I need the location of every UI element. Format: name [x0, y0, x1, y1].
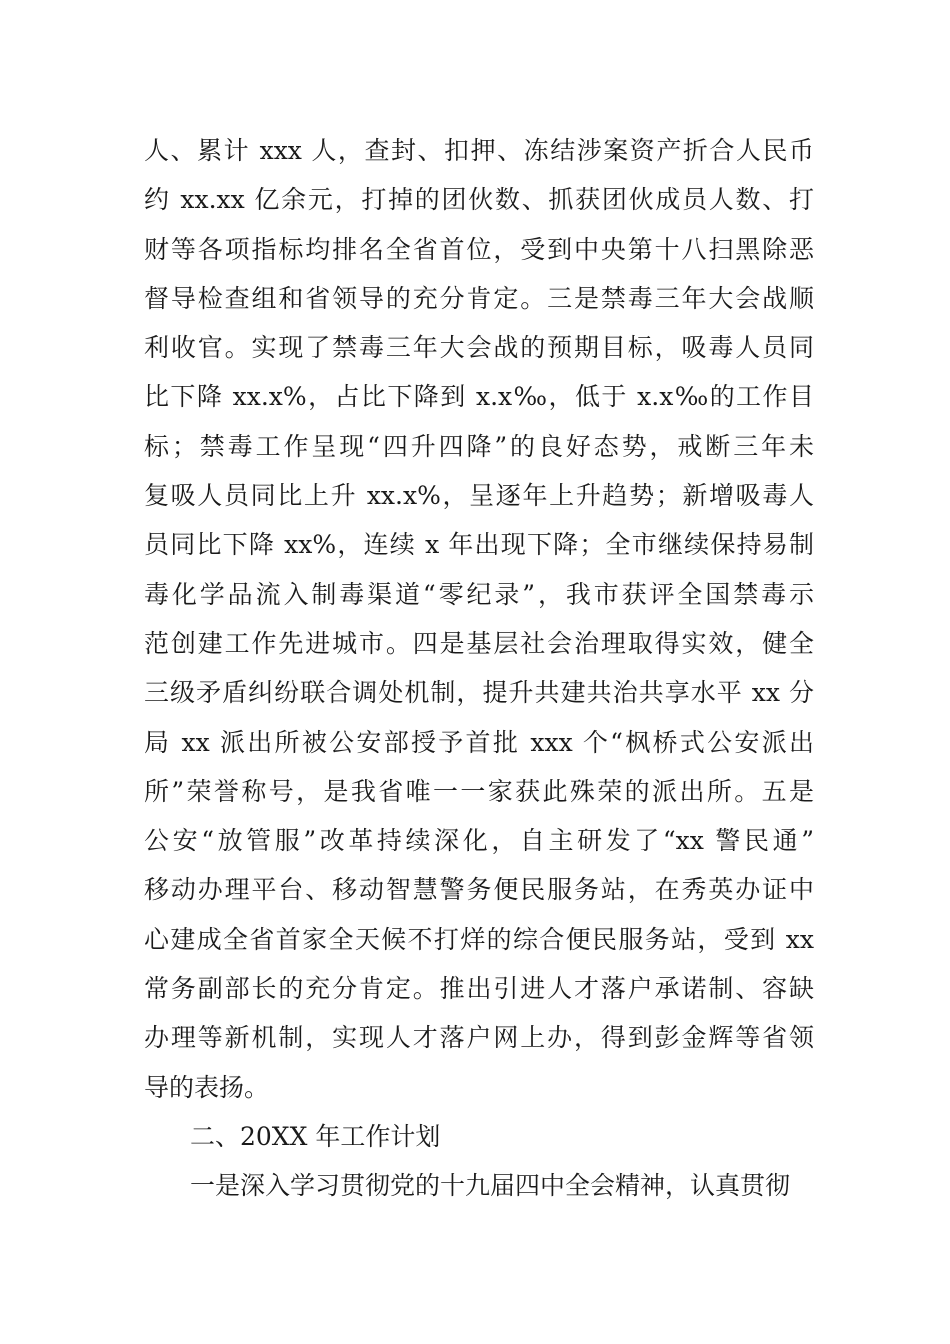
- text-line-7: 标；禁毒工作呈现“四升四降”的良好态势，戒断三年未: [144, 431, 814, 461]
- section-heading: 二、20XX 年工作计划: [190, 1121, 441, 1151]
- text-line-9: 员同比下降 xx%，连续 x 年出现下降；全市继续保持易制: [144, 530, 814, 560]
- text-line-8: 复吸人员同比上升 xx.x%，呈逐年上升趋势；新增吸毒人: [144, 481, 814, 511]
- text-line-14: 所”荣誉称号，是我省唯一一家获此殊荣的派出所。五是: [144, 776, 814, 806]
- text-line-5: 利收官。实现了禁毒三年大会战的预期目标，吸毒人员同: [144, 333, 814, 363]
- body-text: [144, 126, 814, 1211]
- text-line-15: 公安“放管服”改革持续深化，自主研发了“xx 警民通”: [144, 826, 814, 856]
- text-line-1: 人、累计 xxx 人，查封、扣押、冻结涉案资产折合人民币: [144, 136, 814, 165]
- text-line-4: 督导检查组和省领导的充分肯定。三是禁毒三年大会战顺: [144, 283, 814, 313]
- text-line-6: 比下降 xx.x%，占比下降到 x.x‰，低于 x.x‰的工作目: [144, 382, 814, 412]
- text-line-20: 导的表扬。: [144, 1072, 270, 1102]
- text-line-12: 三级矛盾纠纷联合调处机制，提升共建共治共享水平 xx 分: [144, 678, 814, 708]
- text-line-19: 办理等新机制，实现人才落户网上办，得到彭金辉等省领: [144, 1023, 814, 1053]
- next-paragraph-line: 一是深入学习贯彻党的十九届四中全会精神，认真贯彻: [190, 1171, 791, 1201]
- text-line-16: 移动办理平台、移动智慧警务便民服务站，在秀英办证中: [144, 875, 814, 905]
- text-line-18: 常务副部长的充分肯定。推出引进人才落户承诺制、容缺: [144, 974, 814, 1004]
- text-line-3: 财等各项指标均排名全省首位，受到中央第十八扫黑除恶: [144, 234, 814, 264]
- text-line-13: 局 xx 派出所被公安部授予首批 xxx 个“枫桥式公安派出: [144, 727, 814, 757]
- text-line-10: 毒化学品流入制毒渠道“零纪录”，我市获评全国禁毒示: [144, 579, 814, 609]
- text-line-11: 范创建工作先进城市。四是基层社会治理取得实效，健全: [144, 628, 814, 658]
- text-line-17: 心建成全省首家全天候不打烊的综合便民服务站，受到 xx: [144, 924, 814, 954]
- text-line-2: 约 xx.xx 亿余元，打掉的团伙数、抓获团伙成员人数、打: [144, 185, 814, 215]
